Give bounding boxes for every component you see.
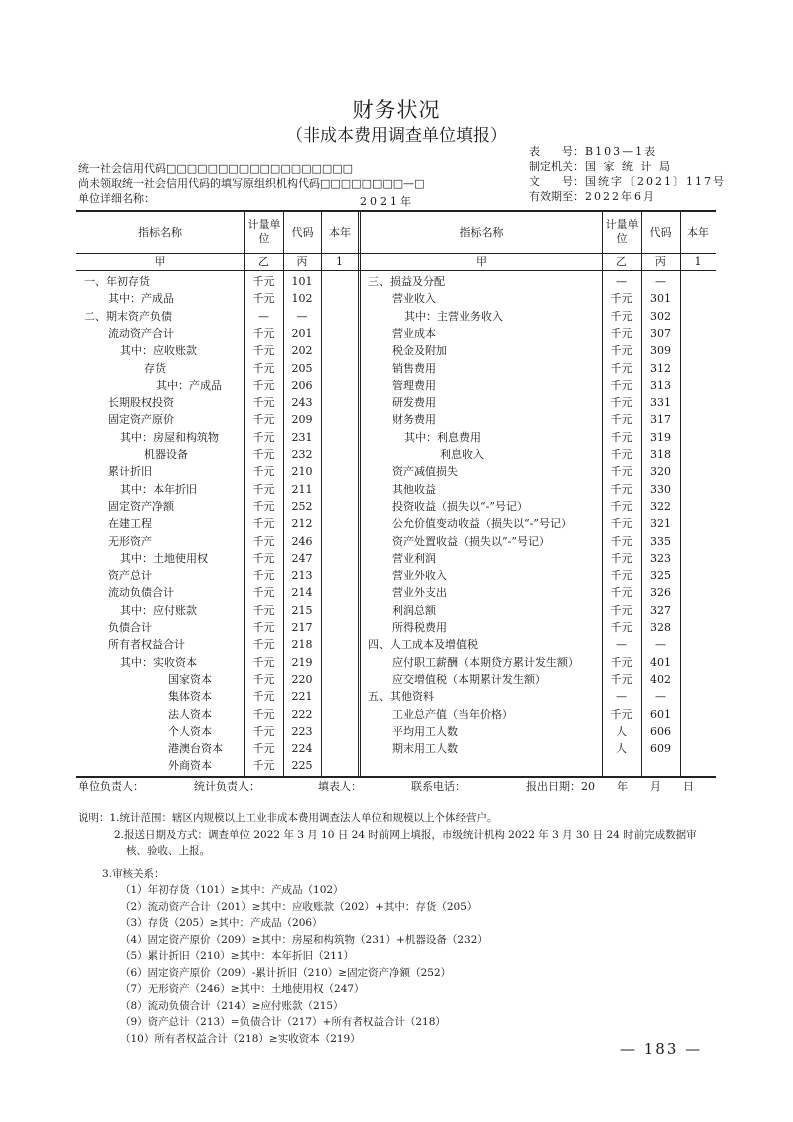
valid-until-row: 有效期至： 2022年6月 (529, 190, 656, 203)
indicator-name: 所得税费用 (392, 621, 447, 634)
indicator-name: 法人资本 (168, 707, 212, 721)
code-cell: 231 (291, 430, 313, 444)
left-subheader-value: 1 (336, 255, 343, 268)
indicator-name: 应交增值税（本期累计发生额） (392, 672, 546, 686)
unit-cell: 千元 (610, 655, 633, 669)
indicator-name: 利润总额 (392, 603, 436, 617)
unit-cell: 千元 (610, 344, 633, 358)
indicator-name: 财务费用 (392, 413, 436, 427)
code-cell: 202 (291, 344, 313, 358)
right-subheader-unit: 乙 (616, 255, 627, 268)
code-cell: 601 (650, 707, 671, 721)
code-cell: 212 (291, 517, 313, 531)
audit-rule: （5）累计折旧（210）≥其中：本年折旧（211） (120, 950, 355, 962)
code-cell: 223 (291, 724, 313, 738)
code-cell: 232 (291, 448, 313, 461)
unit-cell: 千元 (252, 361, 275, 375)
left-header-value: 本年 (329, 226, 351, 239)
unit-cell: 千元 (610, 448, 633, 461)
unit-cell: 千元 (252, 586, 275, 600)
code-cell: 224 (291, 742, 313, 756)
code-cell: 335 (650, 534, 671, 548)
audit-rule: （1）年初存货（101）≥其中：产成品（102） (120, 884, 344, 896)
unit-cell: 千元 (252, 448, 275, 461)
code-cell: 328 (650, 621, 671, 634)
indicator-name: 销售费用 (392, 361, 436, 375)
indicator-name: 平均用工人数 (392, 724, 458, 738)
unit-cell: — (616, 275, 627, 288)
code-cell: 318 (650, 448, 671, 461)
indicator-name: 一、年初存货 (84, 275, 150, 288)
unit-cell: 千元 (252, 690, 275, 704)
indicator-name: 港澳台资本 (168, 742, 223, 756)
indicator-name: 流动资产合计 (108, 326, 174, 340)
code-cell: 217 (291, 621, 313, 634)
unit-cell: 千元 (252, 603, 275, 617)
indicator-name: 管理费用 (392, 378, 436, 392)
indicator-name: 其中：土地使用权 (120, 551, 208, 565)
code-cell: 246 (291, 534, 313, 548)
unit-cell: 千元 (252, 759, 275, 773)
left-subheader-name: 甲 (154, 255, 166, 268)
page-number: — 183 — (620, 1040, 703, 1058)
code-cell: 309 (650, 344, 671, 358)
right-subheader-code: 丙 (655, 255, 666, 268)
indicator-name: 其中：应付账款 (120, 603, 197, 617)
indicator-name: 二、期末资产负债 (84, 309, 172, 323)
unit-cell: — (258, 309, 269, 323)
unit-cell: — (616, 638, 627, 652)
left-header-code: 代码 (291, 226, 314, 239)
indicator-name: 其中：产成品 (156, 378, 222, 392)
unit-cell: 千元 (610, 672, 633, 686)
notes-section (78, 810, 697, 1047)
unit-cell: 千元 (252, 655, 275, 669)
indicator-name: 外商资本 (168, 759, 212, 773)
issuing-authority-row: 制定机关： 国 家 统 计 局 (529, 160, 672, 173)
unit-cell: 千元 (252, 569, 275, 583)
unit-cell: 千元 (252, 551, 275, 565)
code-cell: 220 (291, 672, 313, 686)
indicator-name: 营业外收入 (392, 569, 447, 583)
code-cell: 205 (291, 361, 313, 375)
indicator-name: 其中：实收资本 (120, 655, 197, 669)
code-cell: 322 (650, 499, 671, 513)
unit-cell: — (616, 690, 627, 704)
code-cell: 206 (291, 378, 313, 392)
unit-cell: 千元 (252, 707, 275, 721)
right-header-name: 指标名称 (459, 226, 504, 239)
table-top-rule (76, 210, 716, 212)
code-cell: 321 (650, 517, 671, 531)
unit-cell: 千元 (610, 482, 633, 496)
unit-cell: 千元 (610, 378, 633, 392)
col-divider (680, 211, 681, 777)
code-cell: 402 (650, 672, 671, 686)
indicator-name: 资产减值损失 (392, 465, 458, 479)
unit-cell: 千元 (252, 292, 275, 306)
col-divider (321, 211, 322, 777)
unit-cell: 千元 (252, 672, 275, 686)
code-cell: 252 (291, 499, 313, 513)
code-cell: 102 (291, 292, 313, 306)
audit-rule: （2）流动资产合计（201）≥其中：应收账款（202）+其中：存货（205） (120, 900, 478, 913)
code-cell: 609 (650, 742, 671, 756)
indicator-name: 资产总计 (108, 569, 152, 583)
unit-cell: 人 (616, 742, 627, 756)
unit-head-label: 单位负责人： (78, 780, 144, 793)
indicator-name: 其中：房屋和构筑物 (120, 430, 219, 444)
audit-rule: （3）存货（205）≥其中：产成品（206） (120, 917, 323, 929)
audit-rule: （10）所有者权益合计（218）≥实收资本（219） (120, 1032, 361, 1045)
unit-cell: 千元 (610, 621, 633, 634)
unit-cell: 千元 (610, 569, 633, 583)
indicator-name: 存货 (144, 361, 166, 375)
unit-cell: 千元 (252, 465, 275, 479)
indicator-name: 其中：主营业务收入 (404, 309, 503, 323)
code-cell: 211 (291, 482, 313, 496)
code-cell: — (655, 690, 666, 704)
note-1: 说明：1.统计范围：辖区内规模以上工业非成本费用调查法人单位和规模以上个体经营户。 (78, 812, 498, 824)
indicator-name: 流动负债合计 (108, 586, 174, 600)
indicator-name: 营业外支出 (392, 586, 447, 600)
code-cell: 101 (291, 275, 313, 288)
right-header-unit: 计量单位 (605, 218, 639, 245)
indicator-name: 固定资产原价 (108, 413, 174, 427)
code-cell: 401 (650, 655, 671, 669)
unit-cell: 千元 (252, 430, 275, 444)
report-date-label: 报出日期：20 年 月 日 (526, 780, 694, 793)
header-rule (76, 253, 716, 254)
code-cell: 606 (650, 724, 671, 738)
page-subtitle: （非成本费用调查单位填报） (286, 126, 507, 146)
unit-cell: 千元 (610, 465, 633, 479)
subheader-rule (76, 270, 716, 271)
code-cell: 312 (650, 361, 671, 375)
code-cell: — (655, 638, 666, 652)
indicator-name: 国家资本 (168, 672, 212, 686)
code-cell: 307 (650, 326, 671, 340)
unit-cell: 千元 (610, 517, 633, 531)
unit-cell: 千元 (610, 413, 633, 427)
unit-cell: 千元 (610, 430, 633, 444)
unit-cell: 千元 (610, 707, 633, 721)
indicator-name: 工业总产值（当年价格） (392, 707, 513, 721)
unit-cell: 千元 (610, 499, 633, 513)
indicator-name: 税金及附加 (392, 344, 447, 358)
right-header-value: 本年 (687, 226, 709, 239)
unit-cell: 千元 (610, 603, 633, 617)
right-header-code: 代码 (649, 226, 672, 239)
code-cell: 319 (650, 430, 671, 444)
code-cell: 327 (650, 603, 671, 617)
left-header-name: 指标名称 (138, 226, 182, 239)
code-cell: 320 (650, 465, 671, 479)
code-cell: 331 (650, 396, 671, 410)
credit-code-label: 统一社会信用代码□□□□□□□□□□□□□□□□□□ (78, 162, 354, 175)
indicator-name: 公允价值变动收益（损失以“-”号记） (392, 517, 572, 531)
indicator-name: 集体资本 (168, 690, 212, 704)
indicator-name: 资产处置收益（损失以“-”号记） (392, 534, 550, 548)
indicator-name: 累计折旧 (108, 465, 152, 479)
indicator-name: 营业利润 (392, 551, 436, 565)
unit-cell: 千元 (610, 326, 633, 340)
right-subheader-name: 甲 (476, 255, 487, 268)
code-cell: 222 (291, 707, 313, 721)
filler-label: 填表人： (318, 780, 362, 793)
indicator-name: 利息收入 (440, 448, 484, 461)
unit-cell: 千元 (252, 534, 275, 548)
code-cell: 210 (291, 465, 313, 479)
unit-cell: 千元 (252, 326, 275, 340)
code-cell: 218 (291, 638, 313, 652)
audit-rule: （6）固定资产原价（209）-累计折旧（210）≥固定资产净额（252） (120, 966, 452, 979)
indicator-name: 期末用工人数 (392, 742, 458, 756)
unit-cell: 千元 (610, 309, 633, 323)
indicator-name: 其中：产成品 (108, 292, 174, 306)
indicator-name: 研发费用 (392, 396, 436, 410)
code-cell: 225 (291, 759, 313, 773)
code-cell: 313 (650, 378, 671, 392)
unit-cell: 千元 (610, 361, 633, 375)
unit-cell: 千元 (252, 378, 275, 392)
note-2: 2.报送日期及方式：调查单位 2022 年 3 月 10 日 24 时前网上填报，市级统计机构 2022 年 3 月 30 日 24 时前完成数据审 (114, 828, 697, 841)
unit-cell: 千元 (610, 551, 633, 565)
indicator-name: 营业收入 (392, 292, 436, 306)
document-number-row: 文 号： 国统字〔2021〕117号 (529, 175, 726, 188)
indicator-name: 所有者权益合计 (108, 638, 185, 652)
indicator-name: 其他收益 (392, 482, 436, 496)
unit-cell: 千元 (252, 396, 275, 410)
right-subheader-value: 1 (694, 255, 702, 268)
audit-rule: （9）资产总计（213）=负债合计（217）+所有者权益合计（218） (120, 1016, 446, 1028)
indicator-name: 在建工程 (108, 517, 152, 531)
indicator-name: 投资收益（损失以“-”号记） (392, 499, 528, 513)
audit-rule: （8）流动负债合计（214）≥应付账款（215） (120, 999, 344, 1012)
code-cell: 214 (291, 586, 313, 600)
code-cell: — (296, 309, 308, 323)
unit-cell: 千元 (610, 534, 633, 548)
code-cell: 243 (291, 396, 313, 410)
code-cell: 219 (291, 655, 313, 669)
audit-rule: （7）无形资产（246）≥其中：土地使用权（247） (120, 983, 365, 995)
indicator-name: 机器设备 (144, 448, 188, 461)
unit-cell: 千元 (252, 413, 275, 427)
indicator-name: 固定资产净额 (108, 499, 174, 513)
code-cell: 215 (291, 603, 313, 617)
indicator-name: 其中：应收账款 (120, 344, 197, 358)
code-cell: 326 (650, 586, 671, 600)
code-cell: 301 (650, 292, 671, 306)
audit-rule: （4）固定资产原价（209）≥其中：房屋和构筑物（231）+机器设备（232） (120, 933, 488, 946)
audit-rules-list (78, 882, 697, 1047)
unit-name-label: 单位详细名称： (78, 192, 155, 205)
indicator-name: 营业成本 (392, 326, 436, 340)
left-header-unit: 计量单位 (247, 218, 281, 245)
left-subheader-code: 丙 (296, 255, 308, 268)
unit-cell: 千元 (610, 292, 633, 306)
indicator-name: 四、人工成本及增值税 (368, 638, 478, 652)
note-3: 3.审核关系： (102, 867, 165, 880)
unit-cell: 千元 (252, 482, 275, 496)
center-double-divider (358, 211, 361, 777)
indicator-name: 其中：本年折旧 (120, 482, 197, 496)
code-cell: — (655, 275, 666, 288)
report-year: 2021年 (360, 195, 414, 208)
note-2-cont: 核、验收、上报。 (126, 845, 210, 857)
stat-head-label: 统计负责人： (194, 780, 260, 793)
phone-label: 联系电话： (411, 780, 466, 793)
indicator-name: 个人资本 (168, 724, 212, 738)
indicator-name: 应付职工薪酬（本期贷方累计发生额） (392, 655, 579, 669)
code-cell: 247 (291, 551, 313, 565)
org-code-label: 尚未领取统一社会信用代码的填写原组织机构代码□□□□□□□□—□ (78, 177, 425, 190)
header-right (529, 144, 726, 204)
indicator-name: 长期股权投资 (108, 396, 174, 410)
unit-cell: 千元 (610, 586, 633, 600)
indicator-name: 三、损益及分配 (368, 275, 445, 288)
code-cell: 323 (650, 551, 671, 565)
code-cell: 221 (291, 690, 313, 704)
code-cell: 317 (650, 413, 671, 427)
form-number-row: 表 号： B103—1表 (529, 145, 658, 158)
code-cell: 302 (650, 309, 671, 323)
indicator-name: 负债合计 (108, 621, 152, 634)
indicator-name: 无形资产 (108, 534, 152, 548)
unit-cell: 千元 (252, 499, 275, 513)
unit-cell: 千元 (252, 724, 275, 738)
indicator-name: 其中：利息费用 (404, 430, 481, 444)
code-cell: 201 (291, 326, 313, 340)
indicator-name: 五、其他资料 (368, 690, 434, 704)
code-cell: 213 (291, 569, 313, 583)
left-subheader-unit: 乙 (258, 255, 269, 268)
page-title: 财务状况 (352, 98, 441, 122)
unit-cell: 千元 (252, 742, 275, 756)
unit-cell: 千元 (252, 621, 275, 634)
unit-cell: 千元 (610, 396, 633, 410)
code-cell: 209 (291, 413, 313, 427)
unit-cell: 千元 (252, 517, 275, 531)
code-cell: 325 (650, 569, 671, 583)
unit-cell: 千元 (252, 275, 275, 288)
unit-cell: 千元 (252, 344, 275, 358)
unit-cell: 人 (616, 724, 627, 738)
unit-cell: 千元 (252, 638, 275, 652)
code-cell: 330 (650, 482, 671, 496)
